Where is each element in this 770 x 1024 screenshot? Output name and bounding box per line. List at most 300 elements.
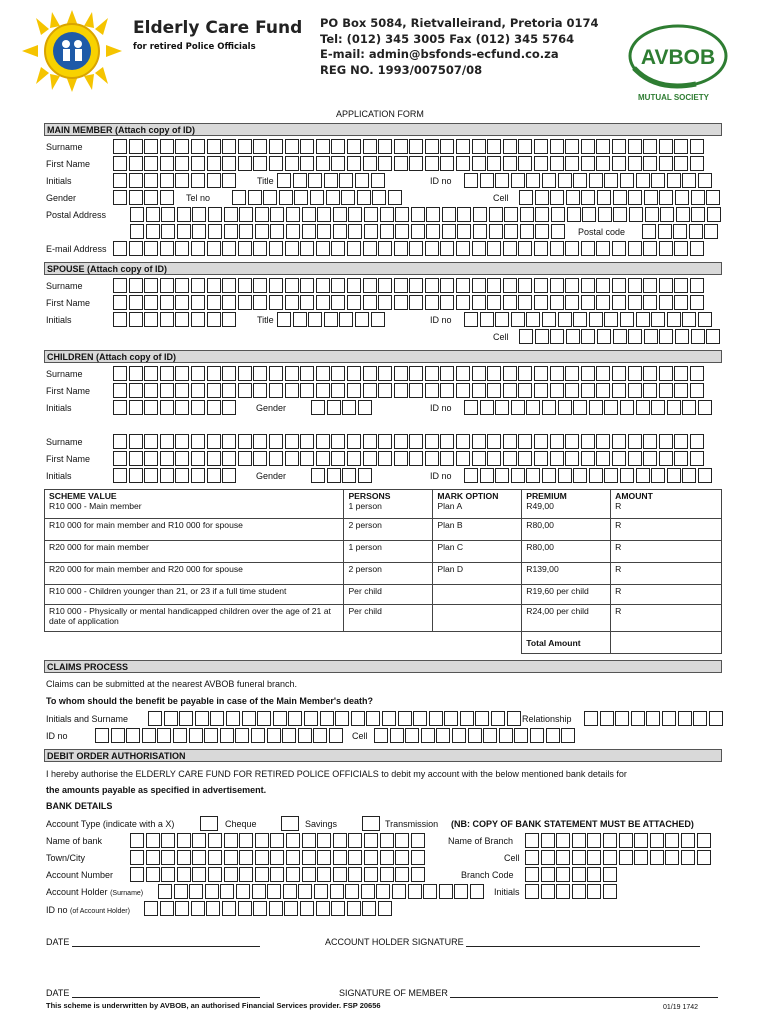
char-box[interactable] bbox=[174, 884, 188, 899]
char-box[interactable] bbox=[222, 278, 236, 293]
char-box[interactable] bbox=[596, 156, 610, 171]
char-box[interactable] bbox=[195, 711, 209, 726]
char-box[interactable] bbox=[659, 139, 673, 154]
char-box[interactable] bbox=[631, 711, 645, 726]
char-box[interactable] bbox=[208, 850, 222, 865]
char-box[interactable] bbox=[689, 224, 703, 239]
char-box[interactable] bbox=[269, 366, 283, 381]
char-box[interactable] bbox=[573, 400, 587, 415]
char-box[interactable] bbox=[300, 901, 314, 916]
char-box[interactable] bbox=[395, 833, 409, 848]
char-box[interactable] bbox=[411, 850, 425, 865]
char-box[interactable] bbox=[535, 207, 549, 222]
char-box[interactable] bbox=[327, 468, 341, 483]
char-box[interactable] bbox=[177, 207, 191, 222]
char-box[interactable] bbox=[146, 224, 160, 239]
char-box[interactable] bbox=[587, 833, 601, 848]
char-box[interactable] bbox=[239, 207, 253, 222]
char-box[interactable] bbox=[175, 383, 189, 398]
char-box[interactable] bbox=[472, 383, 486, 398]
char-box[interactable] bbox=[556, 833, 570, 848]
char-box[interactable] bbox=[95, 728, 109, 743]
char-box[interactable] bbox=[191, 139, 205, 154]
char-box[interactable] bbox=[409, 295, 423, 310]
char-box[interactable] bbox=[636, 468, 650, 483]
char-box[interactable] bbox=[144, 278, 158, 293]
char-box[interactable] bbox=[651, 173, 665, 188]
char-box[interactable] bbox=[503, 366, 517, 381]
char-box[interactable] bbox=[395, 224, 409, 239]
char-box[interactable] bbox=[487, 295, 501, 310]
char-box[interactable] bbox=[472, 156, 486, 171]
char-box[interactable] bbox=[177, 867, 191, 882]
char-box[interactable] bbox=[380, 224, 394, 239]
name-of-branch-boxes[interactable] bbox=[525, 833, 712, 848]
char-box[interactable] bbox=[238, 434, 252, 449]
char-box[interactable] bbox=[566, 190, 580, 205]
char-box[interactable] bbox=[394, 451, 408, 466]
char-box[interactable] bbox=[144, 312, 158, 327]
char-box[interactable] bbox=[495, 400, 509, 415]
child2-gender-boxes[interactable] bbox=[311, 468, 373, 483]
scheme-amount[interactable]: R bbox=[611, 541, 722, 563]
char-box[interactable] bbox=[442, 224, 456, 239]
char-box[interactable] bbox=[550, 383, 564, 398]
char-box[interactable] bbox=[613, 207, 627, 222]
char-box[interactable] bbox=[643, 383, 657, 398]
char-box[interactable] bbox=[456, 434, 470, 449]
char-box[interactable] bbox=[129, 295, 143, 310]
member-signature-line[interactable] bbox=[450, 997, 718, 998]
char-box[interactable] bbox=[129, 173, 143, 188]
char-box[interactable] bbox=[355, 173, 369, 188]
char-box[interactable] bbox=[378, 366, 392, 381]
char-box[interactable] bbox=[598, 207, 612, 222]
char-box[interactable] bbox=[690, 156, 704, 171]
char-box[interactable] bbox=[706, 190, 720, 205]
char-box[interactable] bbox=[288, 711, 302, 726]
char-box[interactable] bbox=[285, 451, 299, 466]
char-box[interactable] bbox=[348, 850, 362, 865]
char-box[interactable] bbox=[596, 139, 610, 154]
char-box[interactable] bbox=[238, 241, 252, 256]
char-box[interactable] bbox=[643, 278, 657, 293]
char-box[interactable] bbox=[659, 451, 673, 466]
char-box[interactable] bbox=[456, 451, 470, 466]
char-box[interactable] bbox=[378, 295, 392, 310]
char-box[interactable] bbox=[175, 451, 189, 466]
char-box[interactable] bbox=[556, 850, 570, 865]
child1-initials-boxes[interactable] bbox=[113, 400, 238, 415]
char-box[interactable] bbox=[541, 850, 555, 865]
char-box[interactable] bbox=[697, 833, 711, 848]
char-box[interactable] bbox=[643, 366, 657, 381]
char-box[interactable] bbox=[526, 400, 540, 415]
char-box[interactable] bbox=[472, 451, 486, 466]
char-box[interactable] bbox=[674, 366, 688, 381]
char-box[interactable] bbox=[300, 156, 314, 171]
char-box[interactable] bbox=[293, 173, 307, 188]
char-box[interactable] bbox=[269, 278, 283, 293]
scheme-cell[interactable] bbox=[433, 490, 522, 519]
char-box[interactable] bbox=[253, 139, 267, 154]
main-idno-boxes[interactable] bbox=[464, 173, 714, 188]
char-box[interactable] bbox=[558, 468, 572, 483]
char-box[interactable] bbox=[311, 400, 325, 415]
char-box[interactable] bbox=[160, 451, 174, 466]
char-box[interactable] bbox=[173, 728, 187, 743]
char-box[interactable] bbox=[394, 295, 408, 310]
char-box[interactable] bbox=[347, 295, 361, 310]
char-box[interactable] bbox=[503, 295, 517, 310]
char-box[interactable] bbox=[690, 278, 704, 293]
char-box[interactable] bbox=[285, 139, 299, 154]
char-box[interactable] bbox=[253, 241, 267, 256]
char-box[interactable] bbox=[160, 190, 174, 205]
char-box[interactable] bbox=[659, 434, 673, 449]
char-box[interactable] bbox=[690, 241, 704, 256]
char-box[interactable] bbox=[534, 366, 548, 381]
char-box[interactable] bbox=[628, 366, 642, 381]
char-box[interactable] bbox=[589, 468, 603, 483]
spouse-idno-boxes[interactable] bbox=[464, 312, 714, 327]
char-box[interactable] bbox=[191, 383, 205, 398]
char-box[interactable] bbox=[425, 278, 439, 293]
char-box[interactable] bbox=[331, 241, 345, 256]
char-box[interactable] bbox=[302, 224, 316, 239]
char-box[interactable] bbox=[390, 728, 404, 743]
char-box[interactable] bbox=[550, 366, 564, 381]
char-box[interactable] bbox=[238, 156, 252, 171]
char-box[interactable] bbox=[491, 711, 505, 726]
char-box[interactable] bbox=[285, 278, 299, 293]
char-box[interactable] bbox=[581, 434, 595, 449]
char-box[interactable] bbox=[409, 434, 423, 449]
char-box[interactable] bbox=[582, 207, 596, 222]
char-box[interactable] bbox=[191, 434, 205, 449]
char-box[interactable] bbox=[706, 329, 720, 344]
char-box[interactable] bbox=[643, 295, 657, 310]
char-box[interactable] bbox=[596, 278, 610, 293]
claims-cell-boxes[interactable] bbox=[374, 728, 577, 743]
char-box[interactable] bbox=[690, 451, 704, 466]
char-box[interactable] bbox=[348, 833, 362, 848]
char-box[interactable] bbox=[129, 139, 143, 154]
char-box[interactable] bbox=[565, 383, 579, 398]
char-box[interactable] bbox=[409, 383, 423, 398]
char-box[interactable] bbox=[707, 207, 721, 222]
child1-surname-boxes[interactable] bbox=[113, 366, 706, 381]
char-box[interactable] bbox=[659, 366, 673, 381]
char-box[interactable] bbox=[565, 295, 579, 310]
char-box[interactable] bbox=[572, 833, 586, 848]
char-box[interactable] bbox=[317, 867, 331, 882]
char-box[interactable] bbox=[473, 224, 487, 239]
char-box[interactable] bbox=[331, 451, 345, 466]
char-box[interactable] bbox=[487, 156, 501, 171]
char-box[interactable] bbox=[681, 850, 695, 865]
claims-relationship-boxes[interactable] bbox=[584, 711, 724, 726]
char-box[interactable] bbox=[285, 156, 299, 171]
char-box[interactable] bbox=[472, 241, 486, 256]
char-box[interactable] bbox=[207, 400, 221, 415]
char-box[interactable] bbox=[207, 278, 221, 293]
char-box[interactable] bbox=[160, 468, 174, 483]
char-box[interactable] bbox=[518, 295, 532, 310]
char-box[interactable] bbox=[222, 312, 236, 327]
char-box[interactable] bbox=[314, 884, 328, 899]
char-box[interactable] bbox=[161, 207, 175, 222]
char-box[interactable] bbox=[113, 366, 127, 381]
char-box[interactable] bbox=[573, 468, 587, 483]
char-box[interactable] bbox=[284, 901, 298, 916]
char-box[interactable] bbox=[302, 207, 316, 222]
char-box[interactable] bbox=[191, 156, 205, 171]
char-box[interactable] bbox=[331, 366, 345, 381]
child1-gender-boxes[interactable] bbox=[311, 400, 373, 415]
char-box[interactable] bbox=[612, 241, 626, 256]
char-box[interactable] bbox=[286, 850, 300, 865]
char-box[interactable] bbox=[619, 850, 633, 865]
char-box[interactable] bbox=[421, 728, 435, 743]
char-box[interactable] bbox=[628, 451, 642, 466]
char-box[interactable] bbox=[425, 139, 439, 154]
char-box[interactable] bbox=[558, 400, 572, 415]
char-box[interactable] bbox=[380, 207, 394, 222]
spouse-firstname-boxes[interactable] bbox=[113, 295, 706, 310]
char-box[interactable] bbox=[253, 278, 267, 293]
char-box[interactable] bbox=[130, 850, 144, 865]
date-line-1[interactable] bbox=[72, 946, 260, 947]
char-box[interactable] bbox=[345, 884, 359, 899]
char-box[interactable] bbox=[161, 850, 175, 865]
spouse-initials-boxes[interactable] bbox=[113, 312, 238, 327]
char-box[interactable] bbox=[300, 295, 314, 310]
char-box[interactable] bbox=[238, 139, 252, 154]
char-box[interactable] bbox=[456, 241, 470, 256]
char-box[interactable] bbox=[589, 312, 603, 327]
char-box[interactable] bbox=[175, 901, 189, 916]
char-box[interactable] bbox=[144, 400, 158, 415]
char-box[interactable] bbox=[362, 901, 376, 916]
char-box[interactable] bbox=[347, 366, 361, 381]
char-box[interactable] bbox=[220, 728, 234, 743]
char-box[interactable] bbox=[409, 451, 423, 466]
total-amount-value[interactable] bbox=[611, 632, 722, 654]
char-box[interactable] bbox=[175, 400, 189, 415]
char-box[interactable] bbox=[667, 468, 681, 483]
char-box[interactable] bbox=[282, 728, 296, 743]
char-box[interactable] bbox=[175, 366, 189, 381]
char-box[interactable] bbox=[535, 329, 549, 344]
char-box[interactable] bbox=[160, 241, 174, 256]
char-box[interactable] bbox=[409, 241, 423, 256]
char-box[interactable] bbox=[161, 224, 175, 239]
char-box[interactable] bbox=[409, 278, 423, 293]
char-box[interactable] bbox=[535, 224, 549, 239]
char-box[interactable] bbox=[472, 278, 486, 293]
char-box[interactable] bbox=[681, 833, 695, 848]
char-box[interactable] bbox=[252, 884, 266, 899]
char-box[interactable] bbox=[675, 190, 689, 205]
char-box[interactable] bbox=[380, 867, 394, 882]
char-box[interactable] bbox=[357, 190, 371, 205]
char-box[interactable] bbox=[581, 156, 595, 171]
account-holder-signature-line[interactable] bbox=[466, 946, 700, 947]
char-box[interactable] bbox=[690, 295, 704, 310]
char-box[interactable] bbox=[129, 400, 143, 415]
char-box[interactable] bbox=[238, 295, 252, 310]
char-box[interactable] bbox=[207, 434, 221, 449]
char-box[interactable] bbox=[526, 312, 540, 327]
char-box[interactable] bbox=[144, 901, 158, 916]
char-box[interactable] bbox=[269, 295, 283, 310]
char-box[interactable] bbox=[503, 139, 517, 154]
char-box[interactable] bbox=[257, 711, 271, 726]
char-box[interactable] bbox=[394, 434, 408, 449]
char-box[interactable] bbox=[693, 711, 707, 726]
char-box[interactable] bbox=[191, 366, 205, 381]
char-box[interactable] bbox=[464, 312, 478, 327]
char-box[interactable] bbox=[363, 434, 377, 449]
char-box[interactable] bbox=[566, 329, 580, 344]
char-box[interactable] bbox=[634, 850, 648, 865]
char-box[interactable] bbox=[541, 867, 555, 882]
char-box[interactable] bbox=[519, 190, 533, 205]
char-box[interactable] bbox=[674, 156, 688, 171]
char-box[interactable] bbox=[472, 295, 486, 310]
char-box[interactable] bbox=[144, 383, 158, 398]
char-box[interactable] bbox=[160, 383, 174, 398]
char-box[interactable] bbox=[316, 278, 330, 293]
char-box[interactable] bbox=[372, 190, 386, 205]
char-box[interactable] bbox=[520, 207, 534, 222]
char-box[interactable] bbox=[327, 400, 341, 415]
char-box[interactable] bbox=[207, 241, 221, 256]
char-box[interactable] bbox=[175, 156, 189, 171]
char-box[interactable] bbox=[425, 383, 439, 398]
char-box[interactable] bbox=[293, 312, 307, 327]
char-box[interactable] bbox=[561, 728, 575, 743]
char-box[interactable] bbox=[645, 207, 659, 222]
char-box[interactable] bbox=[704, 224, 718, 239]
char-box[interactable] bbox=[518, 156, 532, 171]
char-box[interactable] bbox=[674, 139, 688, 154]
char-box[interactable] bbox=[456, 156, 470, 171]
char-box[interactable] bbox=[464, 173, 478, 188]
char-box[interactable] bbox=[129, 366, 143, 381]
char-box[interactable] bbox=[675, 329, 689, 344]
transmission-checkbox[interactable] bbox=[362, 816, 380, 831]
char-box[interactable] bbox=[224, 833, 238, 848]
char-box[interactable] bbox=[157, 728, 171, 743]
char-box[interactable] bbox=[456, 295, 470, 310]
char-box[interactable] bbox=[425, 434, 439, 449]
char-box[interactable] bbox=[581, 139, 595, 154]
char-box[interactable] bbox=[584, 711, 598, 726]
char-box[interactable] bbox=[378, 156, 392, 171]
char-box[interactable] bbox=[452, 728, 466, 743]
char-box[interactable] bbox=[697, 850, 711, 865]
char-box[interactable] bbox=[371, 173, 385, 188]
char-box[interactable] bbox=[456, 139, 470, 154]
char-box[interactable] bbox=[269, 139, 283, 154]
date-field-1[interactable] bbox=[46, 937, 260, 947]
char-box[interactable] bbox=[239, 224, 253, 239]
char-box[interactable] bbox=[503, 383, 517, 398]
char-box[interactable] bbox=[682, 468, 696, 483]
char-box[interactable] bbox=[503, 278, 517, 293]
claims-idno-boxes[interactable] bbox=[95, 728, 345, 743]
char-box[interactable] bbox=[207, 312, 221, 327]
char-box[interactable] bbox=[113, 451, 127, 466]
char-box[interactable] bbox=[279, 190, 293, 205]
char-box[interactable] bbox=[160, 366, 174, 381]
char-box[interactable] bbox=[619, 833, 633, 848]
char-box[interactable] bbox=[270, 867, 284, 882]
char-box[interactable] bbox=[175, 173, 189, 188]
char-box[interactable] bbox=[411, 867, 425, 882]
char-box[interactable] bbox=[541, 833, 555, 848]
char-box[interactable] bbox=[175, 241, 189, 256]
char-box[interactable] bbox=[565, 241, 579, 256]
char-box[interactable] bbox=[160, 295, 174, 310]
char-box[interactable] bbox=[175, 139, 189, 154]
char-box[interactable] bbox=[503, 451, 517, 466]
char-box[interactable] bbox=[525, 833, 539, 848]
char-box[interactable] bbox=[526, 173, 540, 188]
char-box[interactable] bbox=[339, 173, 353, 188]
char-box[interactable] bbox=[226, 711, 240, 726]
char-box[interactable] bbox=[628, 295, 642, 310]
char-box[interactable] bbox=[487, 278, 501, 293]
char-box[interactable] bbox=[456, 366, 470, 381]
char-box[interactable] bbox=[604, 468, 618, 483]
char-box[interactable] bbox=[651, 468, 665, 483]
char-box[interactable] bbox=[650, 850, 664, 865]
char-box[interactable] bbox=[347, 139, 361, 154]
char-box[interactable] bbox=[239, 850, 253, 865]
char-box[interactable] bbox=[232, 190, 246, 205]
char-box[interactable] bbox=[378, 451, 392, 466]
char-box[interactable] bbox=[129, 383, 143, 398]
char-box[interactable] bbox=[643, 139, 657, 154]
char-box[interactable] bbox=[146, 833, 160, 848]
char-box[interactable] bbox=[440, 156, 454, 171]
char-box[interactable] bbox=[690, 383, 704, 398]
char-box[interactable] bbox=[238, 278, 252, 293]
spouse-title-boxes[interactable] bbox=[277, 312, 386, 327]
char-box[interactable] bbox=[534, 383, 548, 398]
char-box[interactable] bbox=[129, 312, 143, 327]
char-box[interactable] bbox=[542, 173, 556, 188]
char-box[interactable] bbox=[160, 400, 174, 415]
char-box[interactable] bbox=[269, 901, 283, 916]
char-box[interactable] bbox=[603, 850, 617, 865]
char-box[interactable] bbox=[534, 139, 548, 154]
char-box[interactable] bbox=[269, 156, 283, 171]
char-box[interactable] bbox=[394, 156, 408, 171]
scheme-amount[interactable]: R bbox=[611, 585, 722, 605]
char-box[interactable] bbox=[659, 190, 673, 205]
char-box[interactable] bbox=[191, 295, 205, 310]
char-box[interactable] bbox=[495, 468, 509, 483]
char-box[interactable] bbox=[504, 224, 518, 239]
char-box[interactable] bbox=[457, 224, 471, 239]
char-box[interactable] bbox=[208, 224, 222, 239]
char-box[interactable] bbox=[324, 173, 338, 188]
char-box[interactable] bbox=[643, 241, 657, 256]
